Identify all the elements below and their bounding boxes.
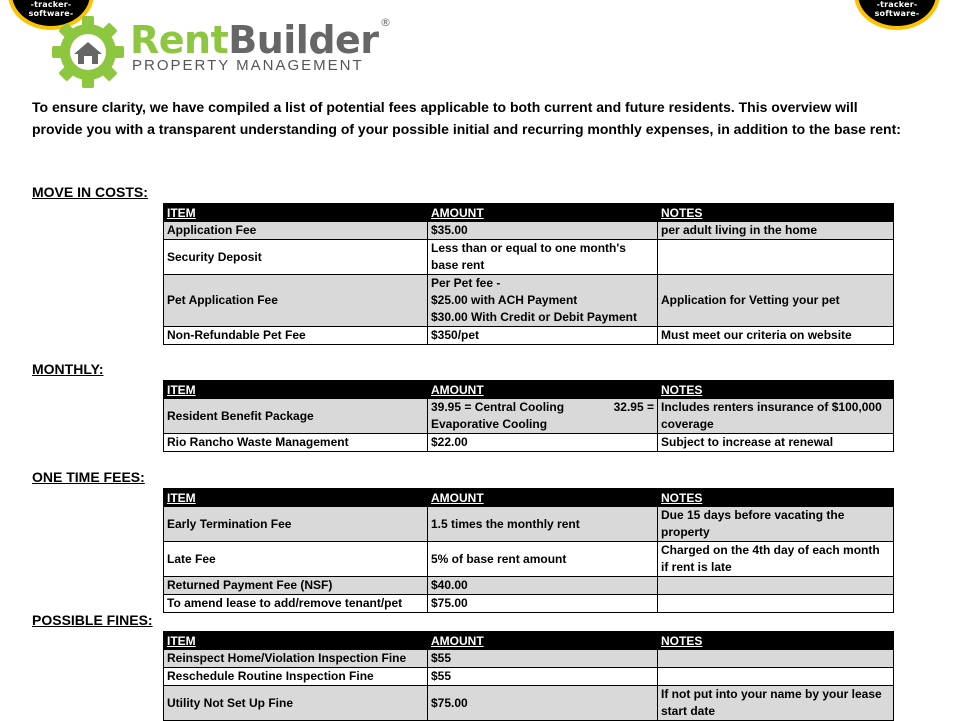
notes-cell: per adult living in the home xyxy=(658,222,894,240)
item-cell: To amend lease to add/remove tenant/pet xyxy=(164,595,428,613)
item-cell: Reschedule Routine Inspection Fine xyxy=(164,668,428,686)
intro-paragraph: To ensure clarity, we have compiled a list of potential fees applicable to both current and future residents. This overview will provide you with a transparent understanding of your possible initial and recurring monthly expenses, in addition to the base rent: xyxy=(32,99,901,137)
amount-line: 39.95 = Central Cooling xyxy=(431,400,565,414)
header-notes: NOTES xyxy=(658,632,894,650)
amount-cell: $75.00 xyxy=(428,686,658,721)
item-cell: Reinspect Home/Violation Inspection Fine xyxy=(164,650,428,668)
table-row xyxy=(164,507,894,542)
amount-cell: 5% of base rent amount xyxy=(428,542,658,577)
notes-cell xyxy=(658,668,894,686)
notes-cell xyxy=(658,595,894,613)
badge-text: -tracker-software- xyxy=(874,0,920,18)
section-title-monthly: MONTHLY: xyxy=(32,361,104,377)
fines-table xyxy=(163,631,894,721)
notes-cell: Application for Vetting your pet xyxy=(658,275,894,327)
header-item: ITEM xyxy=(164,381,428,399)
item-cell: Utility Not Set Up Fine xyxy=(164,686,428,721)
item-cell: Application Fee xyxy=(164,222,428,240)
table-row xyxy=(164,434,894,452)
header-item: ITEM xyxy=(164,489,428,507)
registered-mark: ® xyxy=(380,16,391,29)
table-row xyxy=(164,650,894,668)
section-title-fines: POSSIBLE FINES: xyxy=(32,612,153,628)
amount-cell: $55 xyxy=(428,668,658,686)
logo-rent: Rent xyxy=(130,18,229,62)
monthly-table xyxy=(163,380,894,452)
item-cell: Returned Payment Fee (NSF) xyxy=(164,577,428,595)
amount-line: 32.95 = xyxy=(613,400,654,414)
table-row xyxy=(164,668,894,686)
item-cell: Non-Refundable Pet Fee xyxy=(164,327,428,345)
notes-cell: Due 15 days before vacating the property xyxy=(658,507,894,542)
notes-cell: Subject to increase at renewal xyxy=(658,434,894,452)
table-row xyxy=(164,327,894,345)
table-header xyxy=(164,632,894,650)
header-amount: AMOUNT xyxy=(428,489,658,507)
amount-cell: 1.5 times the monthly rent xyxy=(428,507,658,542)
notes-cell xyxy=(658,577,894,595)
header-amount: AMOUNT xyxy=(428,632,658,650)
amount-line: Evaporative Cooling xyxy=(431,417,548,431)
logo-subtitle: PROPERTY MANAGEMENT xyxy=(132,57,364,74)
item-cell: Early Termination Fee xyxy=(164,507,428,542)
header-notes: NOTES xyxy=(658,489,894,507)
section-title-one-time: ONE TIME FEES: xyxy=(32,469,145,485)
notes-cell: Charged on the 4th day of each month if rent is late xyxy=(658,542,894,577)
table-header xyxy=(164,204,894,222)
table-header xyxy=(164,489,894,507)
table-header xyxy=(164,381,894,399)
notes-cell: Includes renters insurance of $100,000 coverage xyxy=(658,399,894,434)
badge-text: -tracker-software- xyxy=(28,0,74,18)
amount-cell xyxy=(428,399,658,434)
item-cell: Late Fee xyxy=(164,542,428,577)
section-title-move-in: MOVE IN COSTS: xyxy=(32,184,148,200)
table-row xyxy=(164,240,894,275)
header-amount: AMOUNT xyxy=(428,381,658,399)
amount-line: $30.00 With Credit or Debit Payment xyxy=(431,310,637,324)
move-in-table xyxy=(163,203,894,345)
amount-cell: $40.00 xyxy=(428,577,658,595)
table-row xyxy=(164,275,894,327)
table-row xyxy=(164,399,894,434)
header-amount: AMOUNT xyxy=(428,204,658,222)
item-cell: Resident Benefit Package xyxy=(164,399,428,434)
header-notes: NOTES xyxy=(658,204,894,222)
item-cell: Rio Rancho Waste Management xyxy=(164,434,428,452)
amount-cell: $22.00 xyxy=(428,434,658,452)
notes-cell xyxy=(658,650,894,668)
amount-line: $25.00 with ACH Payment xyxy=(431,293,578,307)
gear-house-icon xyxy=(50,14,126,90)
notes-cell: If not put into your name by your lease start date xyxy=(658,686,894,721)
table-row xyxy=(164,686,894,721)
notes-cell: Must meet our criteria on website xyxy=(658,327,894,345)
item-cell: Pet Application Fee xyxy=(164,275,428,327)
header-notes: NOTES xyxy=(658,381,894,399)
header-item: ITEM xyxy=(164,204,428,222)
table-row xyxy=(164,222,894,240)
item-cell: Security Deposit xyxy=(164,240,428,275)
table-row xyxy=(164,577,894,595)
amount-cell: $55 xyxy=(428,650,658,668)
amount-cell: $35.00 xyxy=(428,222,658,240)
tracker-badge-right xyxy=(858,0,936,26)
amount-cell: $75.00 xyxy=(428,595,658,613)
one-time-table xyxy=(163,488,894,613)
logo-builder: Builder xyxy=(228,18,379,62)
header-item: ITEM xyxy=(164,632,428,650)
table-row xyxy=(164,542,894,577)
amount-cell: $350/pet xyxy=(428,327,658,345)
notes-cell xyxy=(658,240,894,275)
table-row xyxy=(164,595,894,613)
amount-cell: Less than or equal to one month's base rent xyxy=(428,240,658,275)
logo-wordmark xyxy=(130,18,379,62)
rentbuilder-logo xyxy=(50,12,410,84)
amount-cell xyxy=(428,275,658,327)
amount-line: Per Pet fee - xyxy=(431,276,501,290)
